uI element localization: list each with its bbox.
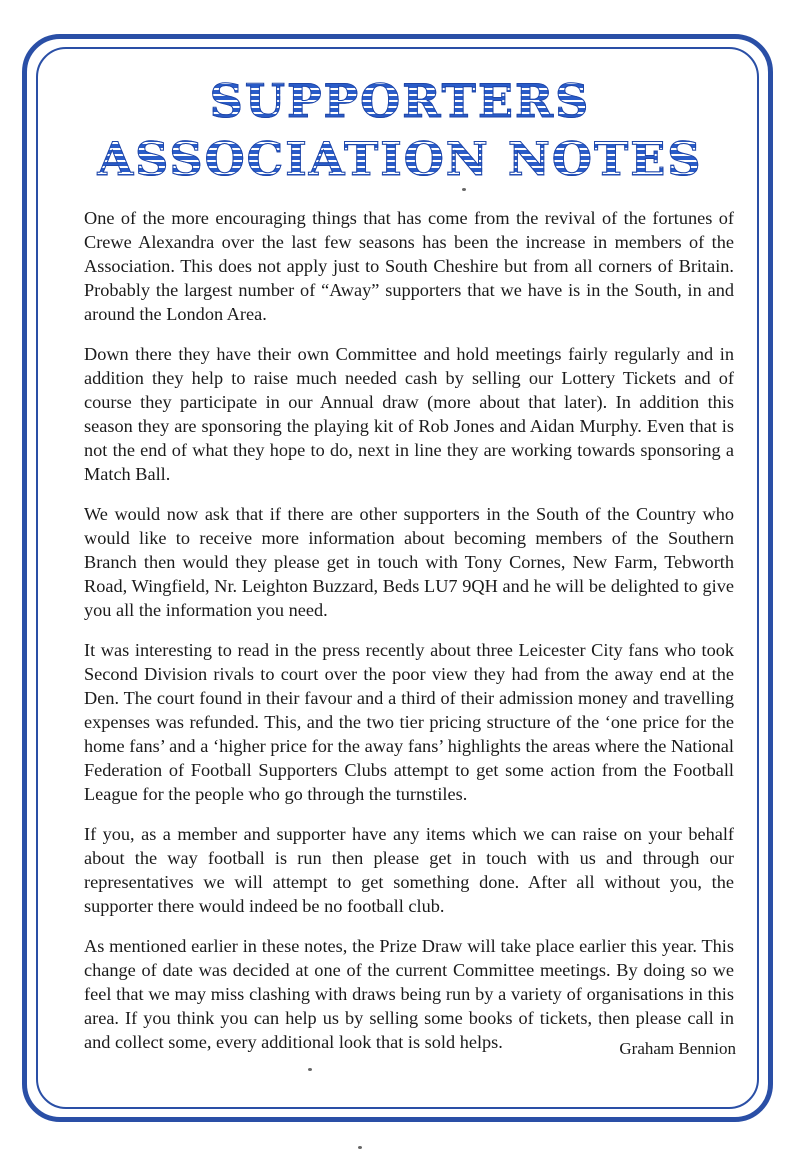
author-signature: Graham Bennion	[619, 1039, 736, 1058]
title-line-1: SUPPORTERS	[209, 74, 591, 128]
paragraph-2: Down there they have their own Committee and hold meetings fairly regularly and in addition they help to raise much needed cash by selling our Lottery Tickets and of course they participate in our Annual draw (more about that later). In addition this season they are sponsoring the playing kit of Rob Jones and Aidan Murphy. Even that is not the end of what they hope to do, next in line they are working towards sponsoring a Match Ball.	[84, 344, 734, 484]
print-speck	[358, 1146, 362, 1149]
paragraph-3: We would now ask that if there are other supporters in the South of the Country who would like to receive more information about becoming members of the Southern Branch then would they please get in touch with Tony Cornes, New Farm, Tebworth Road, Wingfield, Nr. Leighton Buzzard, Beds LU7 9QH and he will be delighted to give you all the information you need.	[84, 504, 734, 620]
print-speck	[462, 188, 466, 191]
paragraph-6: As mentioned earlier in these notes, the Prize Draw will take place earlier this year. This change of date was decided at one of the current Committee meetings. By doing so we feel that we may miss clashing with draws being run by a variety of organisations in this area. If you think you can help us by selling some books of tickets, then please call in and collect some, every additional look that is sold helps.	[84, 936, 734, 1052]
title-line-2: ASSOCIATION NOTES	[97, 132, 703, 186]
page-title	[60, 72, 740, 188]
article-body	[84, 206, 734, 1070]
paragraph-1: One of the more encouraging things that has come from the revival of the fortunes of Crewe Alexandra over the last few seasons has been the increase in members of the Association. This does not apply just to South Cheshire but from all corners of Britain. Probably the largest number of “Away” supporters that we have is in the South, in and around the London Area.	[84, 208, 734, 324]
print-speck	[308, 1068, 312, 1071]
paragraph-4: It was interesting to read in the press recently about three Leicester City fans who took Second Division rivals to court over the poor view they had from the away end at the Den. The court found in their favour and a third of their admission money and travelling expenses was refunded. This, and the two tier pricing structure of the ‘one price for the home fans’ and a ‘higher price for the away fans’ highlights the areas where the National Federation of Football Supporters Clubs attempt to get some action from the Football League for the people who go through the turnstiles.	[84, 640, 734, 804]
paragraph-5: If you, as a member and supporter have any items which we can raise on your behalf about the way football is run then please get in touch with us and through our representatives we will attempt to get something done. After all without you, the supporter there would indeed be no football club.	[84, 824, 734, 916]
